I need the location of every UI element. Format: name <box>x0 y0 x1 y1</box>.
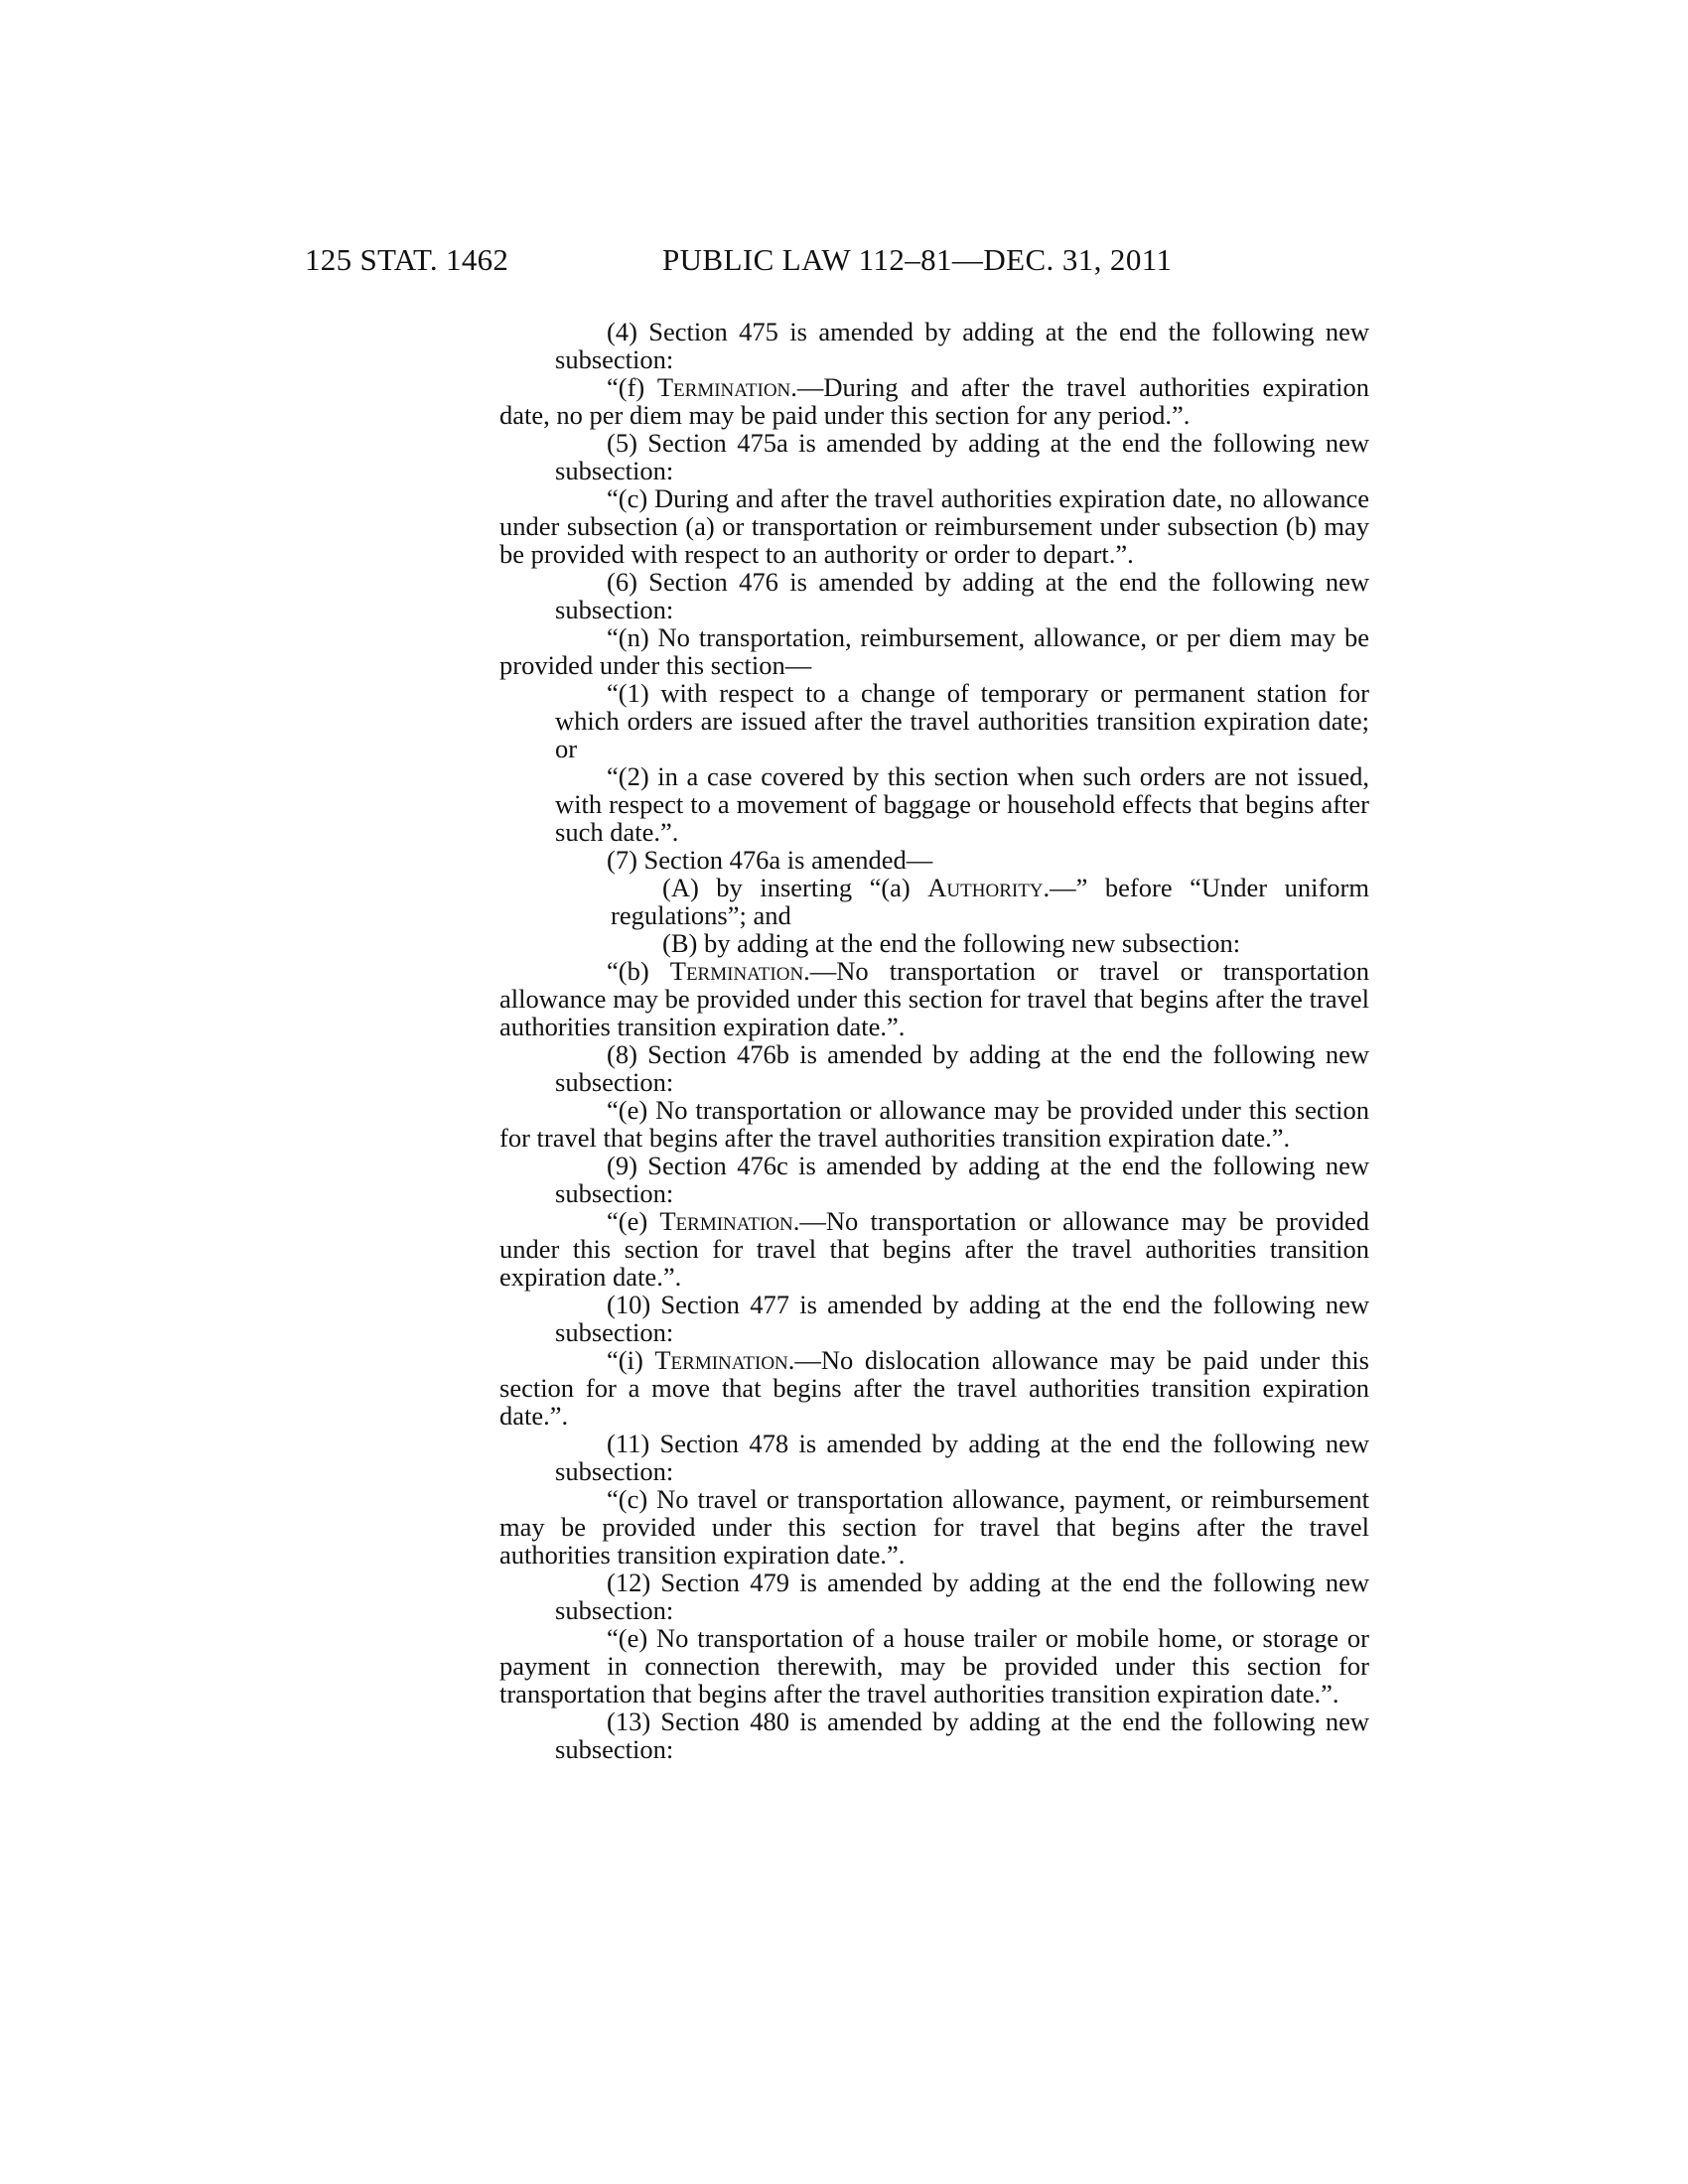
subsection-n: “(n) No transportation, reimbursement, allowance, or per diem may be provided under this section— <box>499 622 1369 680</box>
subsection-7b-heading: Termination <box>669 956 804 986</box>
subsection-10i-heading: Termination <box>654 1345 788 1375</box>
subsection-9e-text: .—No transportation or allowance may be provided under this section for travel that begins after the travel authorities transition expiration date.”. <box>499 1206 1369 1292</box>
subsection-12e: “(e) No transportation of a house trailer or mobile home, or storage or payment in connection therewith, may be provided under this section for transportation that begins after the travel authorities transition expiration date.”. <box>499 1623 1369 1708</box>
paragraph-13: (13) Section 480 is amended by adding at the end the following new subsection: <box>555 1706 1369 1764</box>
subsection-f-open: “(f) <box>607 372 657 402</box>
paragraph-10: (10) Section 477 is amended by adding at the end the following new subsection: <box>555 1290 1369 1347</box>
subsection-9e <box>499 1207 1369 1291</box>
subsection-10i-text: .—No dislocation allowance may be paid under this section for a move that begins after the travel authorities transition expiration date.”. <box>499 1345 1369 1431</box>
paragraph-6: (6) Section 476 is amended by adding at the end the following new subsection: <box>555 567 1369 624</box>
paragraph-11: (11) Section 478 is amended by adding at the end the following new subsection: <box>555 1429 1369 1486</box>
subsection-f-text: .—During and after the travel authorities expiration date, no per diem may be paid under this section for any period.”. <box>499 372 1369 430</box>
subsection-9e-open: “(e) <box>607 1206 660 1236</box>
public-law-title: PUBLIC LAW 112–81—DEC. 31, 2011 <box>662 242 1173 277</box>
subsection-n-1: “(1) with respect to a change of temporary or permanent station for which orders are issued after the travel authorities transition expiration date; or <box>555 678 1369 763</box>
subsection-9e-heading: Termination <box>659 1206 793 1236</box>
paragraph-7-a-before: (A) by inserting “(a) <box>662 873 928 902</box>
paragraph-4: (4) Section 475 is amended by adding at the end the following new subsection: <box>555 317 1369 374</box>
subsection-5c: “(c) During and after the travel authorities expiration date, no allowance under subsection (a) or transportation or reimbursement under subsection (b) may be provided with respect to an authority or order to depart.”. <box>499 483 1369 569</box>
subsection-7b-text: .—No transportation or travel or transportation allowance may be provided under this section for travel that begins after the travel authorities transition expiration date.”. <box>499 956 1369 1041</box>
subsection-8e: “(e) No transportation or allowance may be provided under this section for travel that begins after the travel authorities transition expiration date.”. <box>499 1095 1369 1153</box>
paragraph-8: (8) Section 476b is amended by adding at the end the following new subsection: <box>555 1039 1369 1097</box>
paragraph-7-b: (B) by adding at the end the following new subsection: <box>662 928 1241 958</box>
paragraph-9: (9) Section 476c is amended by adding at the end the following new subsection: <box>555 1151 1369 1208</box>
statute-page-reference: 125 STAT. 1462 <box>305 242 509 277</box>
paragraph-7-a-heading: Authority <box>927 873 1044 902</box>
paragraph-7-a <box>499 874 1369 929</box>
page-header <box>0 242 1688 282</box>
subsection-n-2: “(2) in a case covered by this section when such orders are not issued, with respect to a movement of baggage or household effects that begins after such date.”. <box>555 761 1369 847</box>
paragraph-12: (12) Section 479 is amended by adding at the end the following new subsection: <box>555 1568 1369 1625</box>
subsection-7b <box>499 957 1369 1040</box>
document-body <box>499 318 1369 1763</box>
paragraph-5: (5) Section 475a is amended by adding at the end the following new subsection: <box>555 428 1369 485</box>
subsection-f <box>499 373 1369 429</box>
subsection-10i <box>499 1346 1369 1430</box>
subsection-f-heading: Termination <box>656 372 791 402</box>
subsection-11c: “(c) No travel or transportation allowance, payment, or reimbursement may be provided under this section for travel that begins after the travel authorities transition expiration date.”. <box>499 1484 1369 1570</box>
subsection-10i-open: “(i) <box>607 1345 655 1375</box>
paragraph-7-a-after: .—” before “Under uniform regulations”; and <box>611 873 1369 930</box>
subsection-7b-open: “(b) <box>607 956 670 986</box>
paragraph-7: (7) Section 476a is amended— <box>607 845 933 875</box>
